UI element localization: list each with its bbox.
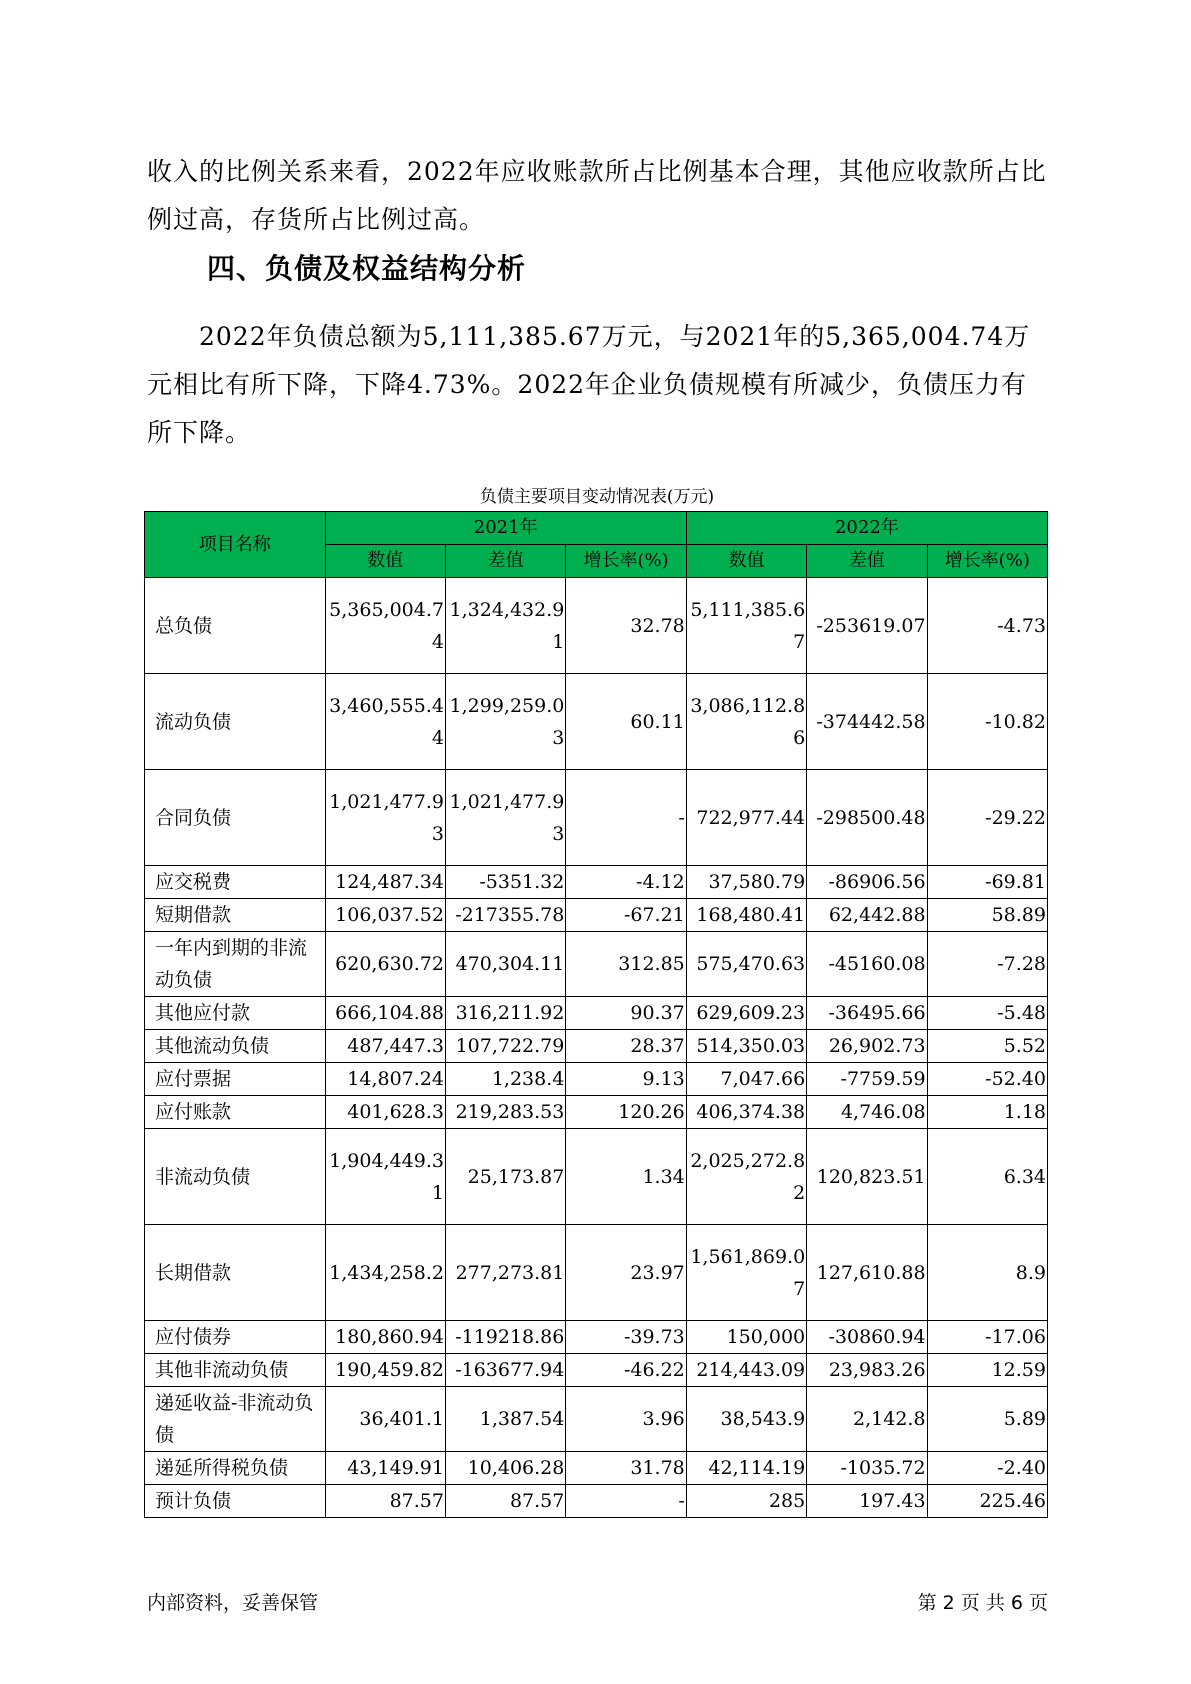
paragraph-2: 2022年负债总额为5,111,385.67万元，与2021年的5,365,004.74万元相比有所下降，下降4.73%。2022年企业负债规模有所减少，负债压力有所下降。 — [147, 322, 1031, 447]
value-2021-cell: 106,037.52 — [325, 899, 445, 932]
diff-2022-cell: -7759.59 — [807, 1063, 927, 1096]
rate-2022-cell: -4.73 — [927, 578, 1047, 674]
table-row — [145, 1485, 1048, 1518]
table-row — [145, 1129, 1048, 1225]
value-2022-cell: 38,543.9 — [686, 1387, 806, 1452]
value-2022-cell: 285 — [686, 1485, 806, 1518]
table-row — [145, 578, 1048, 674]
table-caption: 负债主要项目变动情况表(万元) — [479, 487, 715, 507]
diff-2022-cell: -86906.56 — [807, 866, 927, 899]
table-row — [145, 1354, 1048, 1387]
rate-2022-cell: 1.18 — [927, 1096, 1047, 1129]
rate-2022-cell: 5.89 — [927, 1387, 1047, 1452]
rate-2021-cell: 90.37 — [566, 997, 686, 1030]
value-2021-cell: 124,487.34 — [325, 866, 445, 899]
row-name-cell: 应交税费 — [145, 866, 326, 899]
value-2022-cell: 5,111,385.67 — [686, 578, 806, 674]
value-2021-cell: 87.57 — [325, 1485, 445, 1518]
value-2022-cell: 722,977.44 — [686, 770, 806, 866]
rate-2022-cell: -7.28 — [927, 932, 1047, 997]
row-name-cell: 应付账款 — [145, 1096, 326, 1129]
row-name-cell: 流动负债 — [145, 674, 326, 770]
rate-2021-cell: 3.96 — [566, 1387, 686, 1452]
rate-2022-cell: 5.52 — [927, 1030, 1047, 1063]
value-2021-cell: 5,365,004.74 — [325, 578, 445, 674]
value-2022-cell: 214,443.09 — [686, 1354, 806, 1387]
row-name-cell: 长期借款 — [145, 1225, 326, 1321]
header-year-2021: 2021年 — [325, 512, 686, 545]
rate-2021-cell: 28.37 — [566, 1030, 686, 1063]
rate-2021-cell: 9.13 — [566, 1063, 686, 1096]
diff-2021-cell: 10,406.28 — [445, 1452, 565, 1485]
row-name-cell: 短期借款 — [145, 899, 326, 932]
rate-2021-cell: -67.21 — [566, 899, 686, 932]
table-row — [145, 1225, 1048, 1321]
diff-2021-cell: 470,304.11 — [445, 932, 565, 997]
header-value-2022: 数值 — [686, 545, 806, 578]
diff-2022-cell: 26,902.73 — [807, 1030, 927, 1063]
liabilities-table — [144, 511, 1048, 1518]
rate-2022-cell: -10.82 — [927, 674, 1047, 770]
diff-2022-cell: 23,983.26 — [807, 1354, 927, 1387]
diff-2021-cell: 1,387.54 — [445, 1387, 565, 1452]
header-value-2021: 数值 — [325, 545, 445, 578]
row-name-cell: 其他非流动负债 — [145, 1354, 326, 1387]
value-2022-cell: 7,047.66 — [686, 1063, 806, 1096]
table-row — [145, 899, 1048, 932]
value-2021-cell: 1,021,477.93 — [325, 770, 445, 866]
rate-2022-cell: -69.81 — [927, 866, 1047, 899]
row-name-cell: 合同负债 — [145, 770, 326, 866]
table-row — [145, 1030, 1048, 1063]
row-name-cell: 应付债券 — [145, 1321, 326, 1354]
table-row — [145, 770, 1048, 866]
value-2022-cell: 3,086,112.86 — [686, 674, 806, 770]
value-2021-cell: 1,434,258.2 — [325, 1225, 445, 1321]
value-2022-cell: 629,609.23 — [686, 997, 806, 1030]
header-item-name: 项目名称 — [145, 512, 326, 578]
value-2022-cell: 406,374.38 — [686, 1096, 806, 1129]
diff-2022-cell: 2,142.8 — [807, 1387, 927, 1452]
value-2021-cell: 3,460,555.44 — [325, 674, 445, 770]
diff-2022-cell: -36495.66 — [807, 997, 927, 1030]
diff-2021-cell: 1,021,477.93 — [445, 770, 565, 866]
value-2021-cell: 190,459.82 — [325, 1354, 445, 1387]
diff-2021-cell: 1,299,259.03 — [445, 674, 565, 770]
value-2022-cell: 2,025,272.82 — [686, 1129, 806, 1225]
diff-2021-cell: -217355.78 — [445, 899, 565, 932]
table-row — [145, 1096, 1048, 1129]
row-name-cell: 递延所得税负债 — [145, 1452, 326, 1485]
rate-2022-cell: -5.48 — [927, 997, 1047, 1030]
header-diff-2022: 差值 — [807, 545, 927, 578]
value-2021-cell: 1,904,449.31 — [325, 1129, 445, 1225]
rate-2021-cell: 31.78 — [566, 1452, 686, 1485]
rate-2022-cell: 8.9 — [927, 1225, 1047, 1321]
rate-2022-cell: 58.89 — [927, 899, 1047, 932]
rate-2022-cell: 12.59 — [927, 1354, 1047, 1387]
value-2022-cell: 575,470.63 — [686, 932, 806, 997]
section-heading: 四、负债及权益结构分析 — [207, 252, 527, 285]
rate-2021-cell: - — [566, 1485, 686, 1518]
rate-2021-cell: -39.73 — [566, 1321, 686, 1354]
diff-2022-cell: -30860.94 — [807, 1321, 927, 1354]
diff-2022-cell: 120,823.51 — [807, 1129, 927, 1225]
diff-2021-cell: -119218.86 — [445, 1321, 565, 1354]
value-2022-cell: 168,480.41 — [686, 899, 806, 932]
diff-2021-cell: 25,173.87 — [445, 1129, 565, 1225]
paragraph-1: 收入的比例关系来看，2022年应收账款所占比例基本合理，其他应收款所占比例过高，存货所占比例过高。 — [147, 157, 1047, 234]
diff-2022-cell: -298500.48 — [807, 770, 927, 866]
rate-2022-cell: 225.46 — [927, 1485, 1047, 1518]
diff-2022-cell: -1035.72 — [807, 1452, 927, 1485]
value-2021-cell: 43,149.91 — [325, 1452, 445, 1485]
rate-2021-cell: -46.22 — [566, 1354, 686, 1387]
rate-2021-cell: 23.97 — [566, 1225, 686, 1321]
header-rate-2021: 增长率(%) — [566, 545, 686, 578]
value-2022-cell: 37,580.79 — [686, 866, 806, 899]
table-row — [145, 1321, 1048, 1354]
rate-2021-cell: 120.26 — [566, 1096, 686, 1129]
header-year-2022: 2022年 — [686, 512, 1047, 545]
diff-2021-cell: -163677.94 — [445, 1354, 565, 1387]
diff-2022-cell: -253619.07 — [807, 578, 927, 674]
footer-confidential: 内部资料，妥善保管 — [147, 1592, 319, 1614]
row-name-cell: 预计负债 — [145, 1485, 326, 1518]
table-row — [145, 997, 1048, 1030]
row-name-cell: 非流动负债 — [145, 1129, 326, 1225]
table-row — [145, 866, 1048, 899]
diff-2022-cell: -374442.58 — [807, 674, 927, 770]
row-name-cell: 一年内到期的非流动负债 — [145, 932, 326, 997]
value-2021-cell: 36,401.1 — [325, 1387, 445, 1452]
rate-2021-cell: 60.11 — [566, 674, 686, 770]
header-rate-2022: 增长率(%) — [927, 545, 1047, 578]
header-diff-2021: 差值 — [445, 545, 565, 578]
diff-2021-cell: 107,722.79 — [445, 1030, 565, 1063]
table-row — [145, 932, 1048, 997]
diff-2021-cell: 1,238.4 — [445, 1063, 565, 1096]
rate-2021-cell: - — [566, 770, 686, 866]
value-2021-cell: 666,104.88 — [325, 997, 445, 1030]
value-2021-cell: 620,630.72 — [325, 932, 445, 997]
rate-2021-cell: -4.12 — [566, 866, 686, 899]
diff-2021-cell: -5351.32 — [445, 866, 565, 899]
rate-2021-cell: 1.34 — [566, 1129, 686, 1225]
row-name-cell: 递延收益-非流动负债 — [145, 1387, 326, 1452]
table-row — [145, 1063, 1048, 1096]
diff-2022-cell: -45160.08 — [807, 932, 927, 997]
rate-2022-cell: -17.06 — [927, 1321, 1047, 1354]
value-2022-cell: 150,000 — [686, 1321, 806, 1354]
rate-2021-cell: 32.78 — [566, 578, 686, 674]
value-2021-cell: 487,447.3 — [325, 1030, 445, 1063]
diff-2021-cell: 219,283.53 — [445, 1096, 565, 1129]
diff-2022-cell: 62,442.88 — [807, 899, 927, 932]
diff-2021-cell: 1,324,432.91 — [445, 578, 565, 674]
value-2021-cell: 401,628.3 — [325, 1096, 445, 1129]
rate-2022-cell: -29.22 — [927, 770, 1047, 866]
rate-2022-cell: -2.40 — [927, 1452, 1047, 1485]
footer-page-number: 第 2 页 共 6 页 — [917, 1592, 1048, 1614]
diff-2021-cell: 87.57 — [445, 1485, 565, 1518]
diff-2022-cell: 127,610.88 — [807, 1225, 927, 1321]
diff-2021-cell: 316,211.92 — [445, 997, 565, 1030]
diff-2021-cell: 277,273.81 — [445, 1225, 565, 1321]
rate-2022-cell: 6.34 — [927, 1129, 1047, 1225]
table-row — [145, 1387, 1048, 1452]
table-row — [145, 1452, 1048, 1485]
value-2021-cell: 180,860.94 — [325, 1321, 445, 1354]
value-2022-cell: 1,561,869.07 — [686, 1225, 806, 1321]
value-2022-cell: 514,350.03 — [686, 1030, 806, 1063]
table-row — [145, 674, 1048, 770]
diff-2022-cell: 197.43 — [807, 1485, 927, 1518]
diff-2022-cell: 4,746.08 — [807, 1096, 927, 1129]
rate-2021-cell: 312.85 — [566, 932, 686, 997]
row-name-cell: 总负债 — [145, 578, 326, 674]
row-name-cell: 其他应付款 — [145, 997, 326, 1030]
row-name-cell: 其他流动负债 — [145, 1030, 326, 1063]
rate-2022-cell: -52.40 — [927, 1063, 1047, 1096]
value-2022-cell: 42,114.19 — [686, 1452, 806, 1485]
row-name-cell: 应付票据 — [145, 1063, 326, 1096]
value-2021-cell: 14,807.24 — [325, 1063, 445, 1096]
